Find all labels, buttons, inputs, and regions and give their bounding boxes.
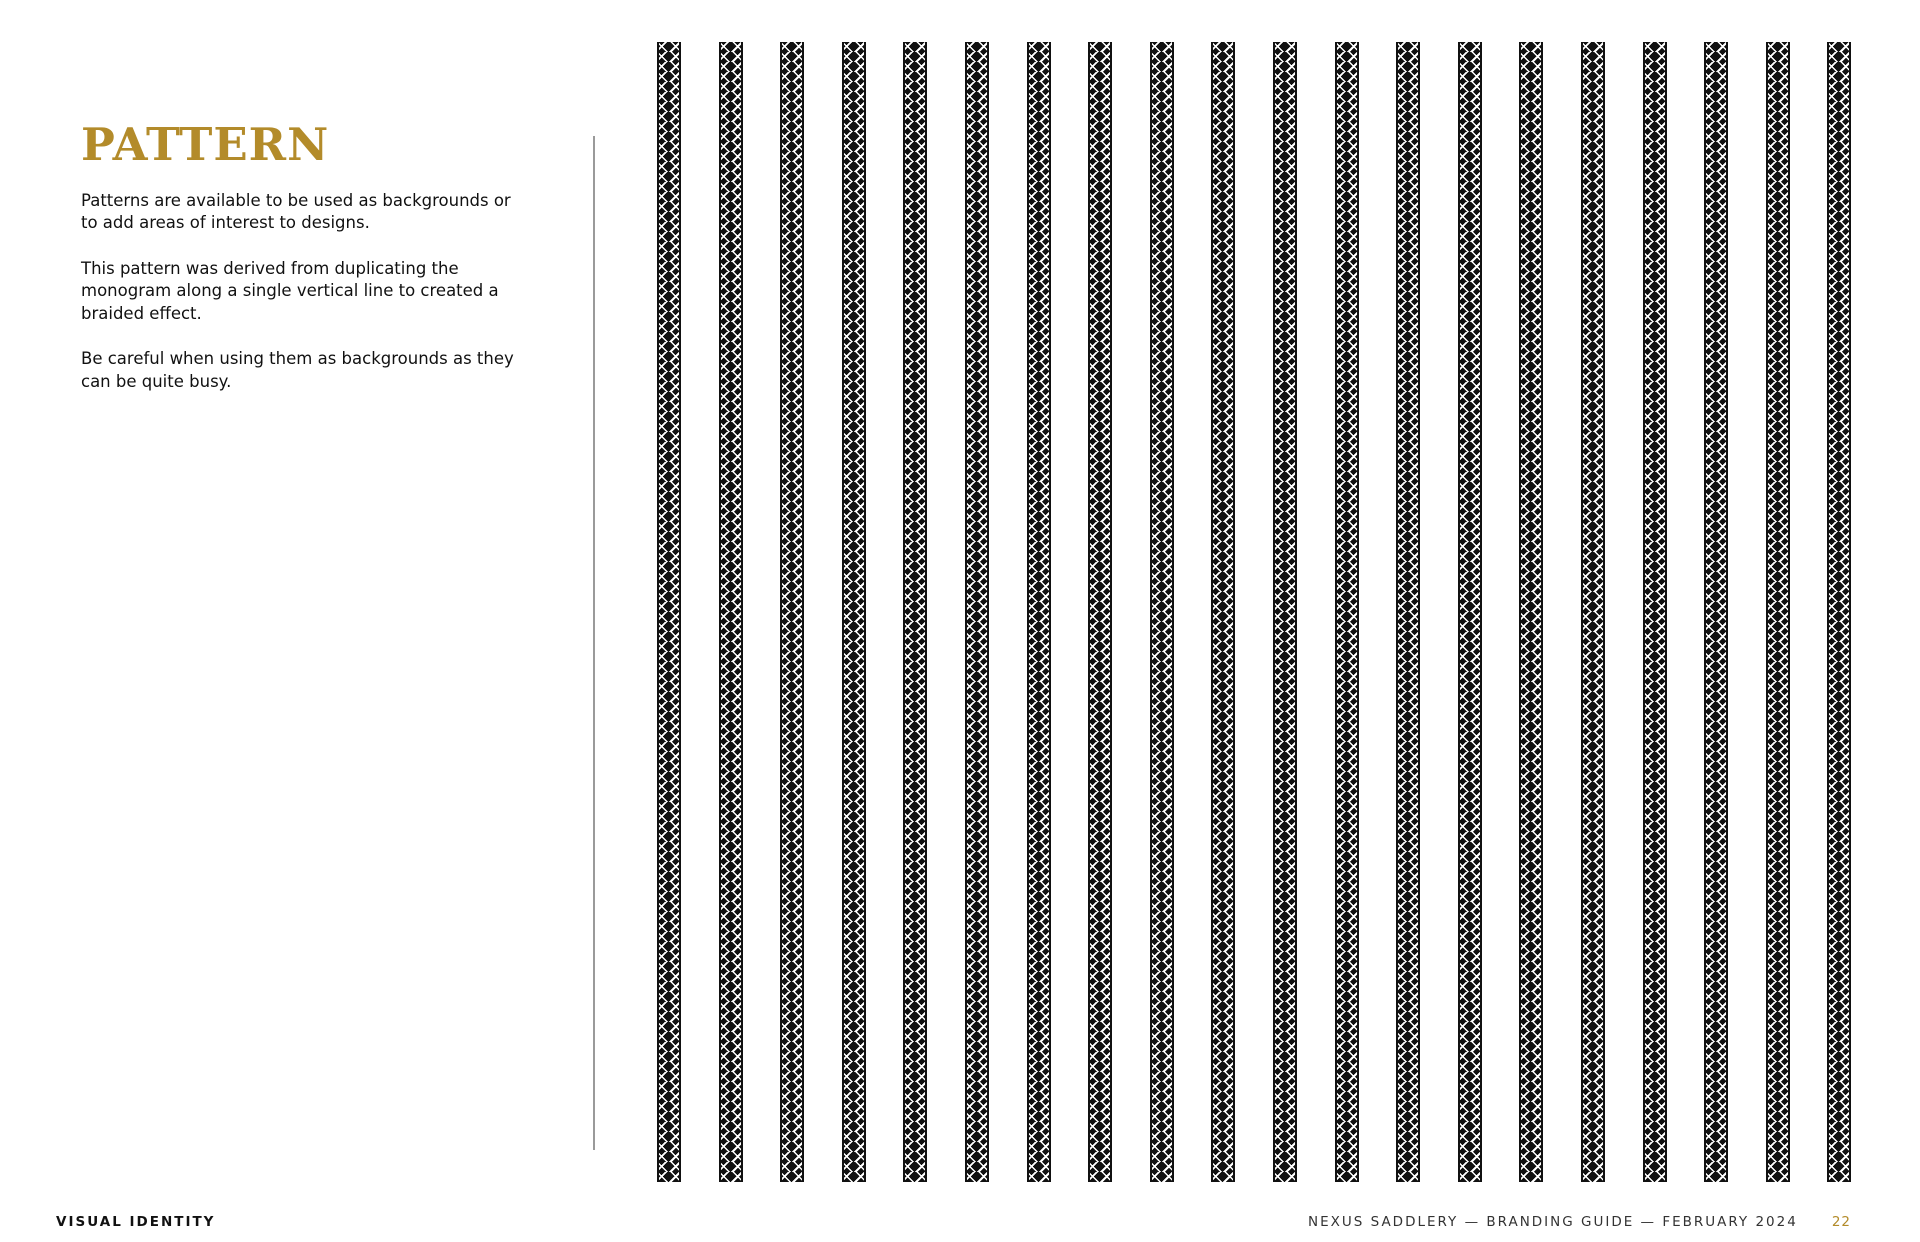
braid-column <box>1704 42 1728 1182</box>
braid-column <box>1766 42 1790 1182</box>
braided-pattern-area <box>650 42 1846 1182</box>
footer-right <box>1308 1214 1851 1230</box>
page-title: PATTERN <box>81 118 330 171</box>
braid-column <box>1581 42 1605 1182</box>
braid-column <box>1396 42 1420 1182</box>
braid-column <box>1027 42 1051 1182</box>
footer-section-label: VISUAL IDENTITY <box>56 1214 216 1230</box>
text-column <box>81 120 541 416</box>
caution-paragraph: Be careful when using them as backgrounds as they can be quite busy. <box>81 349 514 391</box>
braid-column <box>719 42 743 1182</box>
braid-column <box>1458 42 1482 1182</box>
braid-column <box>903 42 927 1182</box>
intro-paragraph: Patterns are available to be used as backgrounds or to add areas of interest to designs. <box>81 190 511 232</box>
braid-column <box>1273 42 1297 1182</box>
derivation-paragraph: This pattern was derived from duplicating the monogram along a single vertical line to created a braided effect. <box>81 258 499 323</box>
braid-column <box>842 42 866 1182</box>
braid-column <box>1088 42 1112 1182</box>
braid-column <box>1150 42 1174 1182</box>
footer-guide-title: NEXUS SADDLERY — BRANDING GUIDE — FEBRUARY 2024 <box>1308 1214 1798 1230</box>
braid-column <box>780 42 804 1182</box>
braid-column <box>1335 42 1359 1182</box>
braid-column <box>965 42 989 1182</box>
braid-column <box>1643 42 1667 1182</box>
page-number: 22 <box>1831 1214 1851 1230</box>
braid-column <box>1827 42 1851 1182</box>
vertical-divider <box>593 136 595 1150</box>
braid-column <box>1211 42 1235 1182</box>
braid-column <box>657 42 681 1182</box>
braid-column <box>1519 42 1543 1182</box>
